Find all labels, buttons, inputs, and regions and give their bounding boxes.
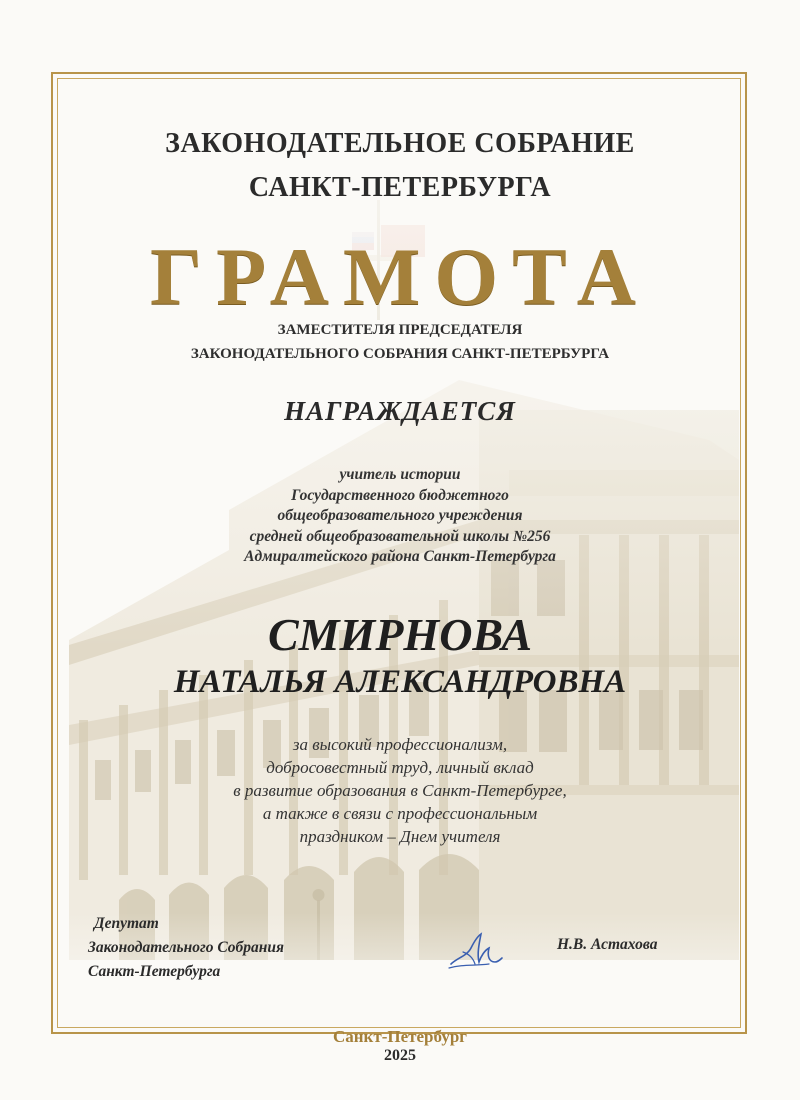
issuer-organization — [0, 122, 800, 210]
reason-line: в развитие образования в Санкт-Петербурге, — [233, 781, 567, 800]
award-reason — [0, 733, 800, 848]
issue-year: 2025 — [384, 1047, 416, 1064]
awarded-label: НАГРАЖДАЕТСЯ — [284, 396, 516, 426]
signatory-role-line: Депутат — [94, 915, 159, 932]
position-line: учитель истории — [339, 466, 461, 483]
reason-line: праздником – Днем учителя — [299, 827, 501, 846]
position-line: Государственного бюджетного — [291, 486, 509, 504]
issuer-line-2: САНКТ-ПЕТЕРБУРГА — [248, 172, 552, 203]
certificate-title: ГРАМОТА — [150, 231, 650, 322]
recipient-surname: СМИРНОВА — [267, 609, 533, 660]
recipient-position — [0, 465, 800, 568]
signatory-name: Н.В. Астахова — [557, 936, 658, 953]
issue-place: Санкт-Петербург — [332, 1027, 468, 1046]
signatory-role-line: Законодательного Собрания — [88, 939, 284, 956]
signatory-role — [88, 912, 284, 984]
issuer-line-1: ЗАКОНОДАТЕЛЬНОЕ СОБРАНИЕ — [165, 128, 635, 159]
position-line: общеобразовательного учреждения — [277, 507, 523, 524]
subtitle-line-1: ЗАМЕСТИТЕЛЯ ПРЕДСЕДАТЕЛЯ — [277, 322, 523, 338]
certificate-subtitle — [0, 318, 800, 366]
subtitle-line-2: ЗАКОНОДАТЕЛЬНОГО СОБРАНИЯ САНКТ-ПЕТЕРБУРГА — [190, 346, 610, 362]
signatory-role-line: Санкт-Петербурга — [88, 963, 221, 980]
reason-line: добросовестный труд, личный вклад — [266, 758, 534, 777]
handwritten-signature — [445, 928, 505, 976]
position-line: средней общеобразовательной школы №256 — [249, 527, 551, 545]
reason-line: а также в связи с профессиональным — [262, 804, 538, 823]
reason-line: за высокий профессионализм, — [292, 735, 508, 754]
recipient-given-names: НАТАЛЬЯ АЛЕКСАНДРОВНА — [173, 664, 627, 700]
position-line: Адмиралтейского района Санкт-Петербурга — [244, 548, 556, 565]
